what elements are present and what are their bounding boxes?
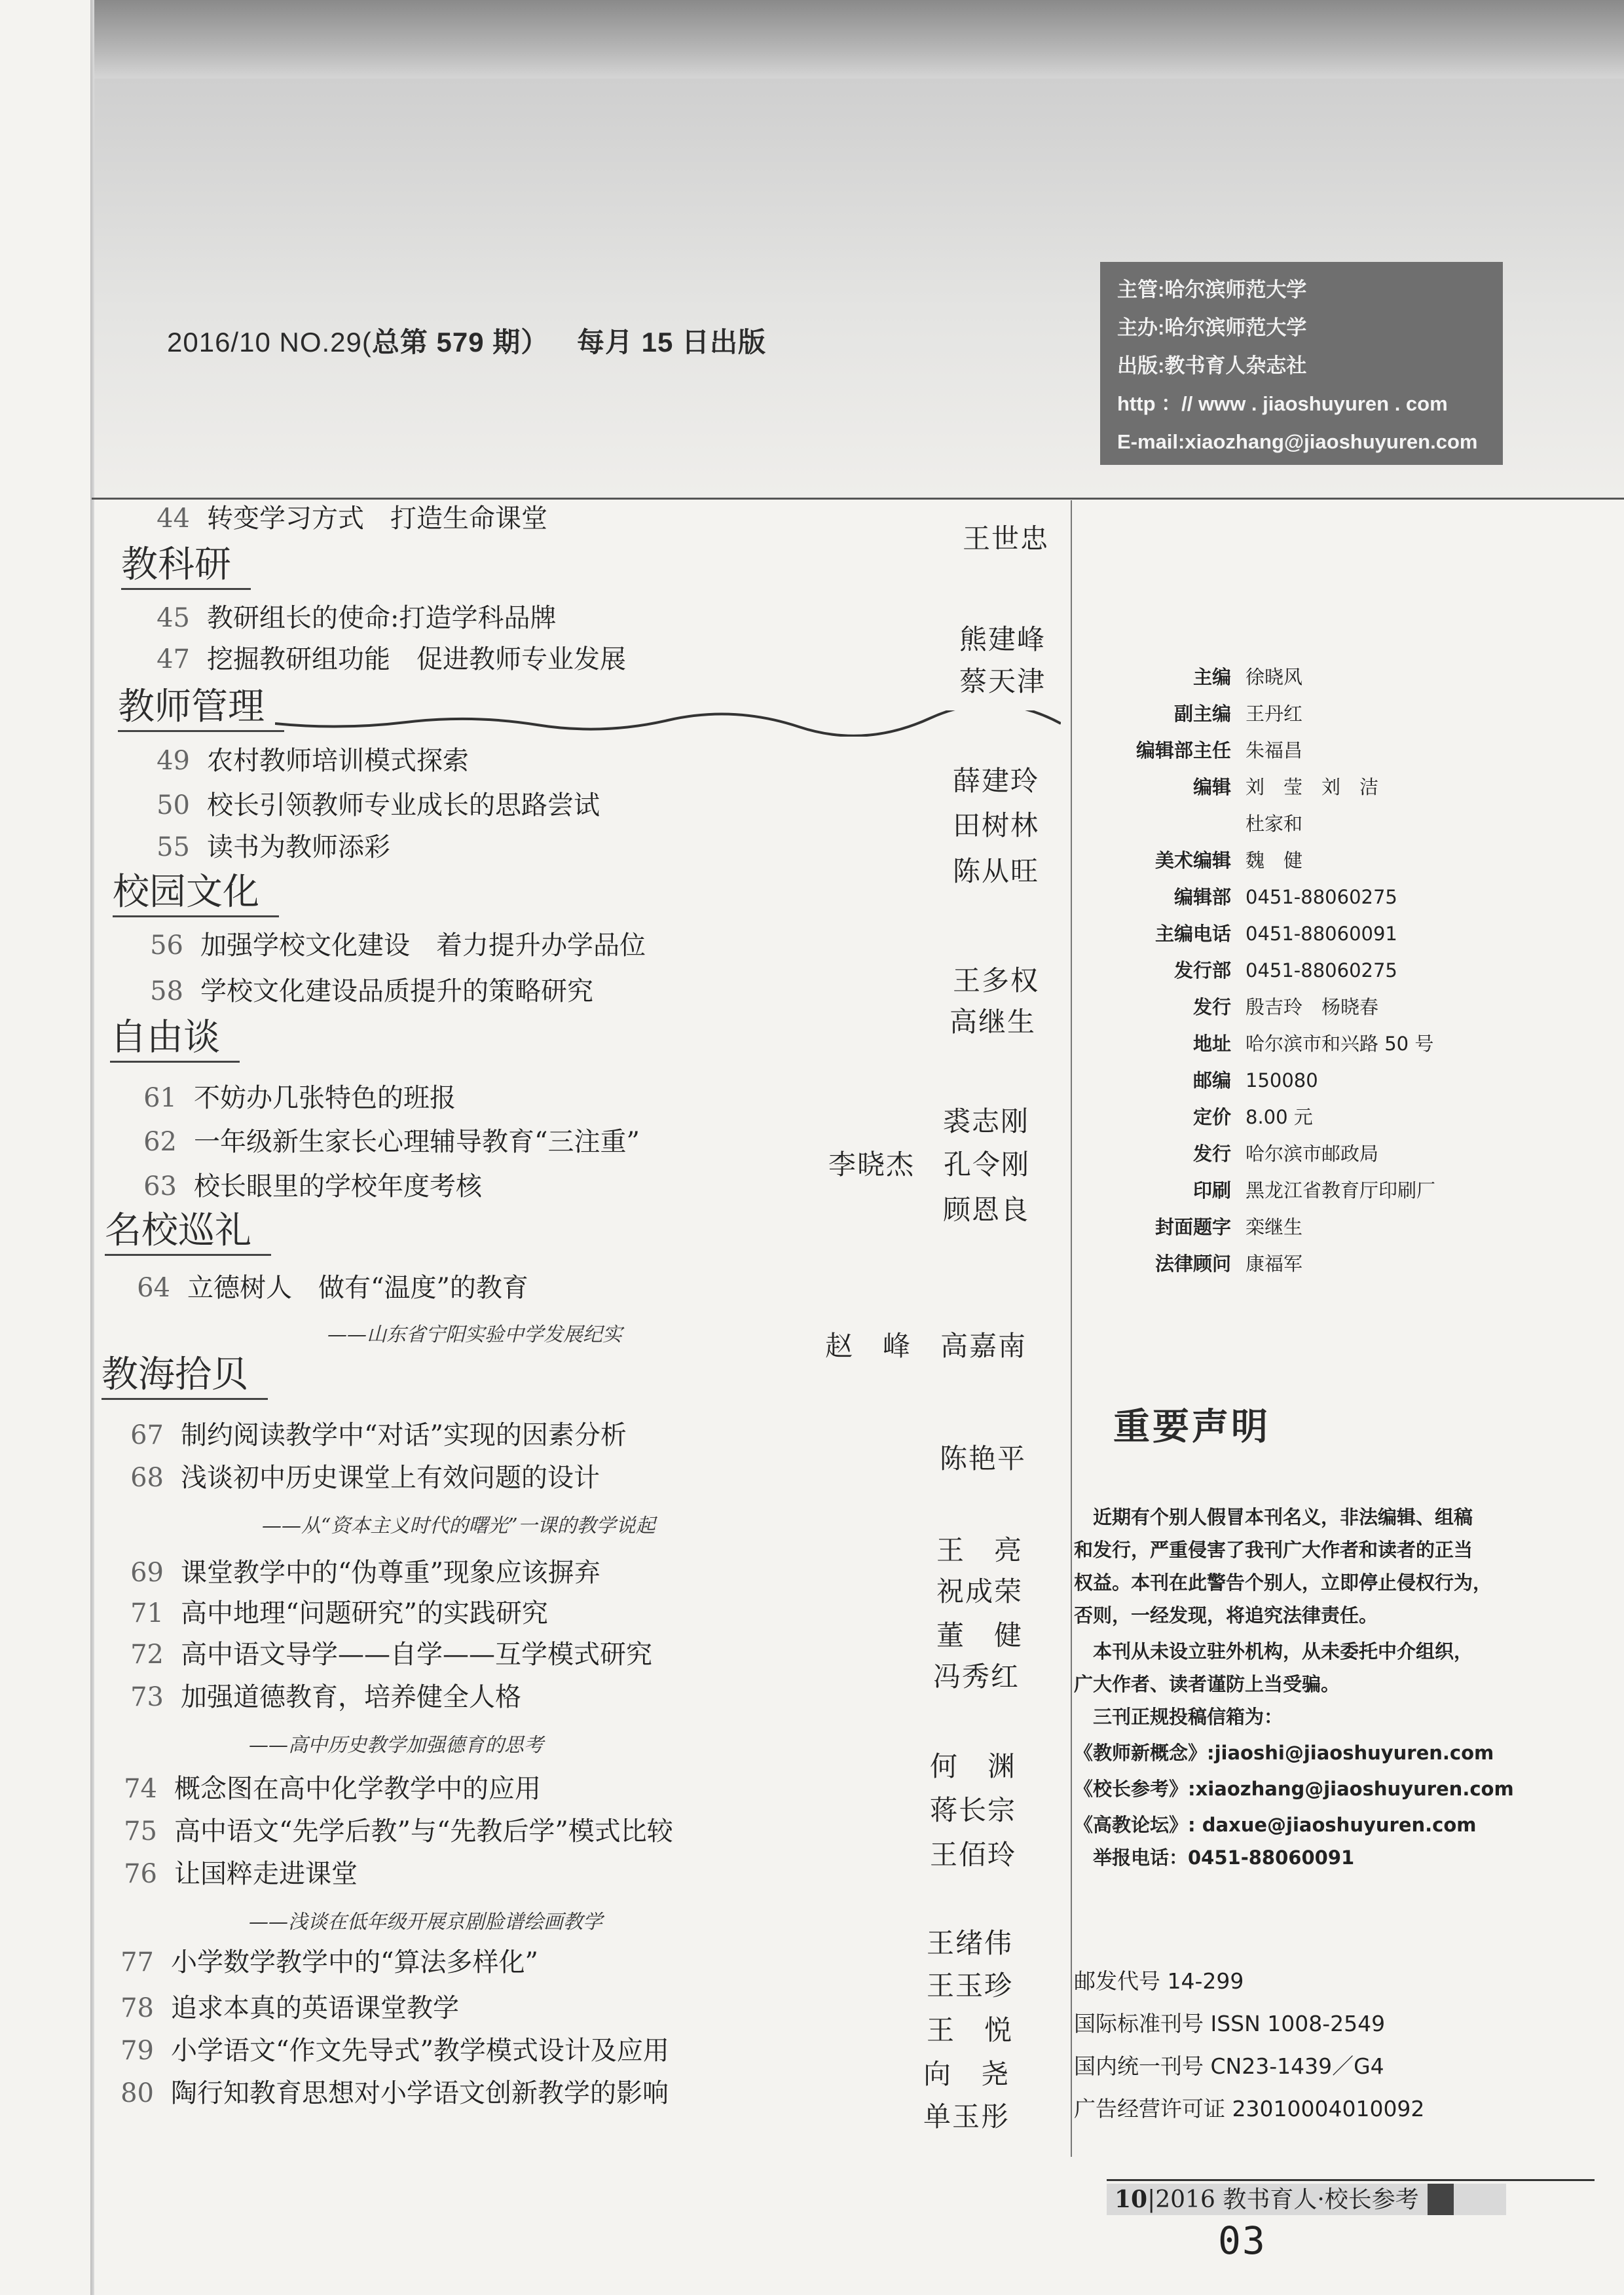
staff-value: 徐晓风 (1246, 666, 1303, 688)
toc-entry[interactable] (118, 1676, 521, 1714)
toc-author: 蒋长宗 (930, 1794, 1017, 1826)
toc-page-number: 63 (143, 1171, 177, 1202)
toc-entry[interactable] (118, 1552, 600, 1589)
staff-value: 哈尔滨市邮政局 (1246, 1143, 1379, 1165)
toc-page-number: 75 (124, 1816, 157, 1846)
staff-value: 哈尔滨市和兴路 50 号 (1246, 1033, 1434, 1055)
toc-page-number: 69 (130, 1558, 164, 1588)
staff-label: 印刷 (1192, 1179, 1231, 1202)
toc-entry[interactable] (144, 638, 626, 676)
toc-title: 概念图在高中化学教学中的应用 (174, 1774, 541, 1804)
notice-line: 和发行，严重侵害了我刊广大作者和读者的正当 (1074, 1539, 1473, 1561)
staff-row (1087, 1139, 1378, 1166)
toc-author: 赵 峰 高嘉南 (825, 1330, 1027, 1362)
toc-title: 不妨办几张特色的班报 (194, 1083, 456, 1113)
section-heading: 教科研 (121, 536, 251, 590)
toc-author: 董 健 (936, 1619, 1024, 1651)
staff-row (1087, 1213, 1302, 1239)
toc-page-number: 73 (130, 1682, 164, 1712)
toc-title: 高中地理“问题研究”的实践研究 (181, 1598, 548, 1628)
staff-label: 法律顾问 (1154, 1253, 1231, 1275)
toc-title: 农村教师培训模式探索 (207, 746, 469, 776)
notice-line: 三刊正规投稿信箱为： (1074, 1706, 1283, 1728)
toc-entry[interactable] (144, 740, 469, 777)
notice-line: 举报电话：0451-88060091 (1074, 1846, 1355, 1869)
toc-title: 陶行知教育思想对小学语文创新教学的影响 (171, 2078, 669, 2108)
staff-row (1087, 1176, 1435, 1203)
toc-author: 王世忠 (963, 523, 1050, 555)
postal-code-line: 邮发代号 14-299 (1074, 1968, 1244, 1994)
toc-subtitle: ——高中历史教学加强德育的思考 (249, 1734, 544, 1757)
toc-page-number: 47 (157, 644, 190, 674)
staff-label: 封面题字 (1154, 1216, 1231, 1238)
staff-value: 0451-88060275 (1246, 959, 1397, 982)
publisher-sponsor: 主办:哈尔滨师范大学 (1117, 316, 1307, 339)
notice-line: 本刊从未设立驻外机构，从未委托中介组织， (1074, 1640, 1473, 1662)
staff-label: 定价 (1192, 1106, 1231, 1128)
publisher-supervisor: 主管:哈尔滨师范大学 (1117, 278, 1307, 301)
toc-author: 王 悦 (927, 2014, 1014, 2046)
footer-year: 2016 (1155, 2186, 1215, 2213)
toc-title: 高中语文导学——自学——互学模式研究 (181, 1640, 652, 1670)
toc-entry[interactable] (131, 1077, 456, 1114)
toc-page-number: 71 (130, 1598, 164, 1628)
toc-author: 陈从旺 (953, 855, 1040, 887)
toc-title: 浅谈初中历史课堂上有效问题的设计 (181, 1463, 600, 1493)
toc-title: 教研组长的使命:打造学科品牌 (207, 603, 557, 633)
toc-title: 转变学习方式 打造生命课堂 (207, 504, 547, 534)
issn-line: 国际标准刊号 ISSN 1008-2549 (1074, 2011, 1386, 2036)
staff-value: 150080 (1246, 1069, 1318, 1092)
toc-entry[interactable] (131, 1166, 482, 1203)
toc-entry[interactable] (144, 597, 556, 634)
ad-license-line: 广告经营许可证 23010004010092 (1074, 2096, 1425, 2121)
toc-title: 课堂教学中的“伪尊重”现象应该摒弃 (181, 1558, 600, 1588)
footer-issue: 10 (1115, 2186, 1148, 2213)
toc-page-number: 44 (157, 504, 190, 534)
column-divider (1071, 500, 1072, 2157)
toc-entry[interactable] (138, 970, 593, 1008)
staff-value: 0451-88060275 (1246, 886, 1397, 908)
staff-label: 编辑部 (1173, 886, 1231, 908)
toc-author: 王 亮 (936, 1534, 1024, 1566)
issue-number: 2016/10 NO.29( (167, 327, 372, 358)
toc-page-number: 80 (120, 2078, 154, 2108)
footer-brand: 10|2016 教书育人·校长参考 (1107, 2184, 1506, 2215)
toc-title: 校长引领教师专业成长的思路尝试 (207, 790, 600, 820)
staff-row (1087, 846, 1302, 873)
toc-page-number: 72 (130, 1640, 164, 1670)
toc-entry[interactable] (108, 2030, 669, 2067)
toc-entry[interactable] (111, 1853, 358, 1890)
toc-author: 裘志刚 (943, 1105, 1030, 1137)
toc-author: 田树林 (953, 809, 1040, 841)
staff-label: 主编 (1192, 666, 1231, 688)
staff-row (1087, 1249, 1302, 1276)
staff-row (1087, 883, 1397, 909)
toc-title: 读书为教师添彩 (207, 832, 390, 862)
notice-line: 否则，一经发现，将追究法律责任。 (1074, 1604, 1378, 1626)
notice-line: 《高教论坛》: daxue@jiaoshuyuren.com (1074, 1814, 1477, 1836)
toc-entry[interactable] (144, 784, 600, 822)
toc-author: 何 渊 (930, 1750, 1017, 1782)
section-heading: 教海拾贝 (101, 1346, 268, 1400)
staff-label: 副主编 (1173, 703, 1231, 725)
staff-row (1087, 663, 1302, 689)
toc-author: 顾恩良 (943, 1194, 1030, 1226)
staff-value: 朱福昌 (1246, 739, 1303, 762)
staff-label: 编辑 (1192, 776, 1231, 798)
staff-label: 地址 (1192, 1033, 1231, 1055)
toc-title: 小学数学教学中的“算法多样化” (171, 1947, 538, 1977)
publisher-email: E-mail:xiaozhang@jiaoshuyuren.com (1117, 430, 1478, 453)
staff-value: 魏 健 (1246, 849, 1303, 872)
staff-value: 栾继生 (1246, 1216, 1303, 1238)
staff-value: 杜家和 (1246, 813, 1303, 835)
staff-value: 康福军 (1246, 1253, 1303, 1275)
toc-author: 薛建玲 (953, 765, 1040, 797)
toc-page-number: 78 (120, 1993, 154, 2023)
toc-page-number: 50 (157, 790, 190, 820)
wavy-underline (275, 710, 1061, 737)
footer-block (1428, 2184, 1454, 2215)
toc-page-number: 76 (124, 1859, 157, 1889)
notice-line: 《校长参考》:xiaozhang@jiaoshuyuren.com (1074, 1778, 1514, 1800)
toc-page-number: 45 (157, 603, 190, 633)
notice-line: 《教师新概念》:jiaoshi@jiaoshuyuren.com (1074, 1742, 1494, 1764)
toc-entry[interactable] (144, 498, 547, 535)
staff-value: 8.00 元 (1246, 1106, 1313, 1128)
staff-label: 邮编 (1192, 1069, 1231, 1092)
toc-author: 冯秀红 (933, 1661, 1020, 1693)
staff-row (1087, 1103, 1313, 1129)
toc-author: 王佰玲 (930, 1839, 1017, 1871)
footer-title: 教书育人·校长参考 (1223, 2186, 1419, 2213)
toc-title: 小学语文“作文先导式”教学模式设计及应用 (171, 2036, 669, 2066)
toc-author: 向 尧 (923, 2058, 1010, 2090)
toc-page-number: 68 (130, 1463, 164, 1493)
toc-title: 校长眼里的学校年度考核 (194, 1171, 482, 1202)
staff-row (1087, 1066, 1318, 1093)
section-heading: 名校巡礼 (105, 1202, 271, 1256)
notice-title: 重要声明 (1113, 1406, 1270, 1448)
toc-author: 熊建峰 (959, 623, 1046, 655)
toc-author: 王绪伟 (927, 1927, 1014, 1959)
toc-title: 立德树人 做有“温度”的教育 (187, 1273, 528, 1303)
publisher-box (1100, 262, 1503, 465)
toc-entry[interactable] (124, 1267, 528, 1304)
toc-subtitle: ——浅谈在低年级开展京剧脸谱绘画教学 (249, 1911, 602, 1934)
toc-entry[interactable] (108, 1987, 459, 2025)
footer-rule (1107, 2179, 1595, 2181)
section-heading: 教师管理 (118, 678, 284, 732)
staff-row (1087, 1029, 1433, 1056)
staff-value: 0451-88060091 (1246, 923, 1397, 945)
toc-title: 加强学校文化建设 着力提升办学品位 (200, 930, 646, 961)
toc-entry[interactable] (118, 1592, 548, 1630)
toc-entry[interactable] (118, 1634, 652, 1671)
toc-page-number: 74 (124, 1774, 157, 1804)
notice-line: 广大作者、读者谨防上当受骗。 (1074, 1673, 1340, 1695)
notice-line: 权益。本刊在此警告个别人，立即停止侵权行为， (1074, 1571, 1492, 1594)
toc-entry[interactable] (131, 1121, 640, 1158)
toc-page-number: 77 (120, 1947, 154, 1977)
toc-entry[interactable] (118, 1414, 627, 1452)
staff-value: 刘 莹 刘 洁 (1246, 776, 1379, 798)
toc-page-number: 67 (130, 1420, 164, 1450)
toc-author: 王多权 (953, 964, 1040, 997)
toc-entry[interactable] (111, 1768, 541, 1805)
staff-label: 主编电话 (1154, 923, 1231, 945)
toc-author: 王玉珍 (927, 1970, 1014, 2002)
toc-title: 高中语文“先学后教”与“先教后学”模式比较 (174, 1816, 673, 1846)
staff-value: 黑龙江省教育厅印刷厂 (1246, 1179, 1436, 1202)
toc-title: 制约阅读教学中“对话”实现的因素分析 (181, 1420, 627, 1450)
publisher-publisher: 出版:教书育人杂志社 (1117, 354, 1307, 377)
toc-entry[interactable] (108, 2072, 669, 2110)
scan-edge-shadow (92, 0, 1624, 85)
issue-total: 总第 579 期） (371, 327, 549, 358)
toc-title: 让国粹走进课堂 (174, 1859, 358, 1889)
section-heading: 校园文化 (113, 863, 279, 917)
toc-author: 祝成荣 (936, 1575, 1024, 1607)
staff-row (1087, 956, 1397, 983)
toc-entry[interactable] (108, 1941, 538, 1979)
publisher-website: http ：// www . jiaoshuyuren . com (1117, 392, 1448, 415)
staff-label: 编辑部主任 (1135, 739, 1231, 762)
staff-value: 王丹红 (1246, 703, 1303, 725)
staff-value: 殷吉玲 杨晓春 (1246, 996, 1379, 1018)
staff-label: 发行 (1192, 1143, 1231, 1165)
toc-title: 加强道德教育，培养健全人格 (181, 1682, 521, 1712)
staff-label: 发行 (1192, 996, 1231, 1018)
staff-row (1087, 809, 1302, 836)
toc-page-number: 49 (157, 746, 190, 776)
toc-page-number: 62 (143, 1127, 177, 1157)
staff-row (1087, 773, 1378, 799)
toc-title: 追求本真的英语课堂教学 (171, 1993, 459, 2023)
toc-author: 蔡天津 (959, 665, 1046, 697)
toc-author: 高继生 (950, 1006, 1037, 1038)
notice-line: 近期有个别人假冒本刊名义，非法编辑、组稿 (1074, 1506, 1473, 1528)
toc-subtitle: ——山东省宁阳实验中学发展纪实 (327, 1323, 622, 1346)
page-number: 03 (1218, 2218, 1266, 2263)
page-left-edge (90, 0, 94, 2295)
staff-row (1087, 736, 1302, 763)
staff-label: 美术编辑 (1154, 849, 1231, 872)
toc-page-number: 56 (150, 930, 183, 961)
toc-subtitle: ——从“资本主义时代的曙光”一课的教学说起 (262, 1515, 655, 1537)
toc-entry[interactable] (144, 826, 390, 864)
cn-line: 国内统一刊号 CN23-1439／G4 (1074, 2053, 1384, 2079)
toc-title: 学校文化建设品质提升的策略研究 (200, 976, 593, 1006)
staff-row (1087, 993, 1378, 1019)
toc-entry[interactable] (138, 925, 646, 962)
toc-title: 一年级新生家长心理辅导教育“三注重” (194, 1127, 640, 1157)
toc-page-number: 79 (120, 2036, 154, 2066)
toc-title: 挖掘教研组功能 促进教师专业发展 (207, 644, 626, 674)
staff-row (1087, 919, 1397, 946)
section-heading: 自由谈 (110, 1008, 240, 1063)
toc-author: 陈艳平 (940, 1442, 1027, 1475)
toc-author: 李晓杰 孔令刚 (828, 1148, 1031, 1181)
toc-page-number: 58 (150, 976, 183, 1006)
issue-schedule: 每月 15 日出版 (576, 327, 767, 358)
toc-entry[interactable] (111, 1810, 673, 1848)
staff-row (1087, 699, 1302, 726)
toc-page-number: 64 (137, 1273, 170, 1303)
staff-label: 发行部 (1173, 959, 1231, 982)
toc-author: 单玉彤 (923, 2101, 1010, 2133)
toc-page-number: 61 (143, 1083, 177, 1113)
issue-line (167, 321, 766, 360)
toc-entry[interactable] (118, 1457, 600, 1494)
toc-page-number: 55 (157, 832, 190, 862)
